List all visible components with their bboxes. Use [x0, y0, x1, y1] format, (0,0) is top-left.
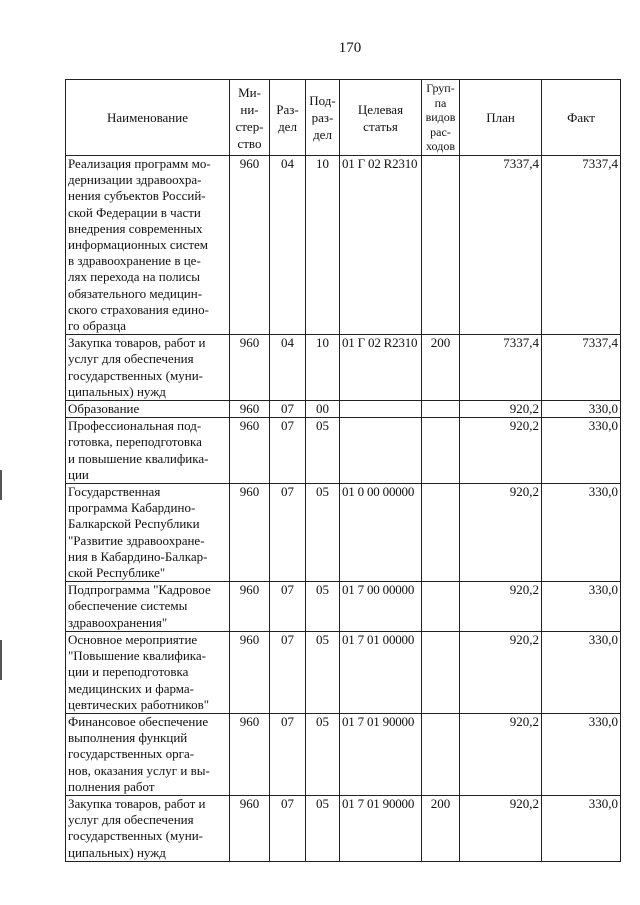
- expense-group-cell: [422, 156, 460, 335]
- expense-group-cell: 200: [422, 335, 460, 401]
- name-line: ской Республике": [68, 565, 166, 581]
- name-line: государственных (муни-: [68, 367, 203, 383]
- header-line: Наименование: [107, 110, 188, 125]
- expense-group-cell: [422, 484, 460, 582]
- header-line: ни-: [240, 101, 259, 117]
- name-line: внедрения современных: [68, 220, 203, 236]
- plan-cell: 920,2: [460, 631, 542, 713]
- target-article-cell: 01 Г 02 R2310: [340, 156, 422, 335]
- header-line: рас-: [430, 124, 451, 139]
- plan-cell: 920,2: [460, 582, 542, 632]
- section-cell: 04: [270, 156, 306, 335]
- name-line: программа Кабардино-: [68, 500, 196, 516]
- header-line: раз-: [311, 110, 334, 125]
- name-line: государственных (муни-: [68, 828, 203, 844]
- name-line: ской Федерации в части: [68, 204, 201, 220]
- header-row: [66, 80, 621, 156]
- page-number: 170: [338, 40, 362, 56]
- section-cell: 07: [270, 582, 306, 632]
- header-ministry: [230, 80, 270, 156]
- section-cell: 07: [270, 795, 306, 861]
- fact-cell: 330,0: [542, 631, 621, 713]
- table-row: [66, 418, 621, 484]
- plan-cell: 7337,4: [460, 156, 542, 335]
- header-line: Под-: [309, 93, 336, 108]
- target-article-cell: 01 Г 02 R2310: [340, 335, 422, 401]
- ministry-cell: 960: [230, 631, 270, 713]
- header-line: статья: [363, 118, 398, 134]
- name-line: ципальных) нужд: [68, 844, 166, 860]
- name-line: Балкарской Республики: [68, 516, 200, 532]
- name-line: Основное мероприятие: [68, 631, 198, 647]
- header-name: [66, 80, 230, 156]
- ministry-cell: 960: [230, 713, 270, 795]
- name-line: услуг для обеспечения: [68, 351, 194, 367]
- header-expense-group: [422, 80, 460, 156]
- header-line: Груп-: [426, 81, 455, 96]
- name-line: ципальных) нужд: [68, 383, 166, 399]
- fact-cell: 330,0: [542, 582, 621, 632]
- ministry-cell: 960: [230, 401, 270, 418]
- subsection-cell: 10: [306, 335, 340, 401]
- target-article-cell: [340, 401, 422, 418]
- ministry-cell: 960: [230, 484, 270, 582]
- name-line: ции: [68, 466, 89, 482]
- ministry-cell: 960: [230, 418, 270, 484]
- header-article: [340, 80, 422, 156]
- table-row: [66, 335, 621, 401]
- header-line: ство: [237, 135, 262, 151]
- name-line: обеспечение системы: [68, 598, 188, 614]
- section-cell: 07: [270, 418, 306, 484]
- subsection-cell: 00: [306, 401, 340, 418]
- subsection-cell: 05: [306, 418, 340, 484]
- name-line: нов, оказания услуг и вы-: [68, 762, 210, 778]
- name-line: в здравоохранение в це-: [68, 253, 201, 269]
- header-section: [270, 80, 306, 156]
- fact-cell: 7337,4: [542, 335, 621, 401]
- name-line: нения субъектов Россий-: [68, 188, 206, 204]
- ministry-cell: 960: [230, 335, 270, 401]
- name-line: выполнения функций: [68, 730, 188, 746]
- name-cell: [66, 582, 230, 632]
- scan-edge-mark: [0, 640, 2, 680]
- target-article-cell: [340, 418, 422, 484]
- name-cell: [66, 795, 230, 861]
- table-row: [66, 713, 621, 795]
- subsection-cell: 05: [306, 484, 340, 582]
- header-line: стер-: [235, 118, 264, 134]
- subsection-cell: 05: [306, 795, 340, 861]
- expense-group-cell: [422, 631, 460, 713]
- expense-group-cell: 200: [422, 795, 460, 861]
- plan-cell: 920,2: [460, 484, 542, 582]
- name-line: го образца: [68, 318, 127, 334]
- name-line: государственных орга-: [68, 746, 195, 762]
- name-cell: [66, 156, 230, 335]
- header-fact: [542, 80, 621, 156]
- ministry-cell: 960: [230, 156, 270, 335]
- name-cell: [66, 631, 230, 713]
- header-line: па: [434, 95, 447, 110]
- header-line: Целевая: [357, 101, 404, 117]
- name-line: "Повышение квалифика-: [68, 648, 206, 664]
- fact-cell: 330,0: [542, 795, 621, 861]
- target-article-cell: 01 7 01 00000: [340, 631, 422, 713]
- header-line: видов: [425, 110, 456, 125]
- name-line: Подпрограмма "Кадровое: [68, 582, 211, 598]
- header-line: дел: [313, 127, 332, 142]
- name-cell: [66, 484, 230, 582]
- name-cell: [66, 335, 230, 401]
- plan-cell: 920,2: [460, 713, 542, 795]
- table-row: [66, 156, 621, 335]
- subsection-cell: 05: [306, 713, 340, 795]
- name-line: услуг для обеспечения: [68, 812, 194, 828]
- target-article-cell: 01 0 00 00000: [340, 484, 422, 582]
- name-line: цевтических работников": [68, 696, 210, 712]
- name-cell: [66, 401, 230, 418]
- name-line: ского страхования едино-: [68, 301, 209, 317]
- header-line: План: [486, 110, 515, 125]
- expense-group-cell: [422, 713, 460, 795]
- name-line: Финансовое обеспечение: [68, 713, 209, 729]
- section-cell: 07: [270, 484, 306, 582]
- ministry-cell: 960: [230, 795, 270, 861]
- table-row: [66, 795, 621, 861]
- table-body: [66, 156, 621, 862]
- section-cell: 07: [270, 401, 306, 418]
- table-row: [66, 631, 621, 713]
- scan-edge-mark: [0, 470, 2, 500]
- budget-table: [65, 79, 621, 862]
- table-row: [66, 582, 621, 632]
- name-line: дернизации здравоохра-: [68, 172, 202, 188]
- name-line: полнения работ: [68, 778, 155, 794]
- section-cell: 07: [270, 631, 306, 713]
- name-line: обязательного медицин-: [68, 285, 203, 301]
- table-row: [66, 401, 621, 418]
- expense-group-cell: [422, 418, 460, 484]
- plan-cell: 920,2: [460, 795, 542, 861]
- section-cell: 04: [270, 335, 306, 401]
- plan-cell: 7337,4: [460, 335, 542, 401]
- name-line: ции и переподготовка: [68, 664, 189, 680]
- expense-group-cell: [422, 582, 460, 632]
- header-subsection: [306, 80, 340, 156]
- name-line: Реализация программ мо-: [68, 156, 211, 171]
- name-line: готовка, переподготовка: [68, 434, 202, 450]
- subsection-cell: 10: [306, 156, 340, 335]
- name-line: "Развитие здравоохране-: [68, 532, 205, 548]
- name-line: Образование: [68, 401, 140, 417]
- name-line: Закупка товаров, работ и: [68, 335, 206, 351]
- name-line: здравоохранения": [68, 614, 168, 630]
- name-line: Закупка товаров, работ и: [68, 795, 206, 811]
- header-line: дел: [278, 118, 297, 134]
- subsection-cell: 05: [306, 631, 340, 713]
- target-article-cell: 01 7 01 90000: [340, 795, 422, 861]
- target-article-cell: 01 7 00 00000: [340, 582, 422, 632]
- section-cell: 07: [270, 713, 306, 795]
- table-row: [66, 484, 621, 582]
- ministry-cell: 960: [230, 582, 270, 632]
- subsection-cell: 05: [306, 582, 340, 632]
- fact-cell: 330,0: [542, 401, 621, 418]
- name-line: Профессиональная под-: [68, 418, 202, 434]
- header-line: Факт: [567, 110, 595, 125]
- name-line: и повышение квалифика-: [68, 450, 209, 466]
- header-line: ходов: [426, 139, 455, 154]
- expense-group-cell: [422, 401, 460, 418]
- fact-cell: 330,0: [542, 418, 621, 484]
- header-line: Раз-: [276, 101, 299, 117]
- name-line: информационных систем: [68, 237, 209, 253]
- name-cell: [66, 418, 230, 484]
- header-plan: [460, 80, 542, 156]
- plan-cell: 920,2: [460, 401, 542, 418]
- fact-cell: 330,0: [542, 484, 621, 582]
- name-line: лях перехода на полисы: [68, 269, 201, 285]
- name-line: ния в Кабардино-Балкар-: [68, 548, 208, 564]
- fact-cell: 330,0: [542, 713, 621, 795]
- plan-cell: 920,2: [460, 418, 542, 484]
- fact-cell: 7337,4: [542, 156, 621, 335]
- name-line: Государственная: [68, 484, 161, 500]
- header-line: Ми-: [238, 84, 261, 100]
- name-line: медицинских и фарма-: [68, 680, 195, 696]
- target-article-cell: 01 7 01 90000: [340, 713, 422, 795]
- name-cell: [66, 713, 230, 795]
